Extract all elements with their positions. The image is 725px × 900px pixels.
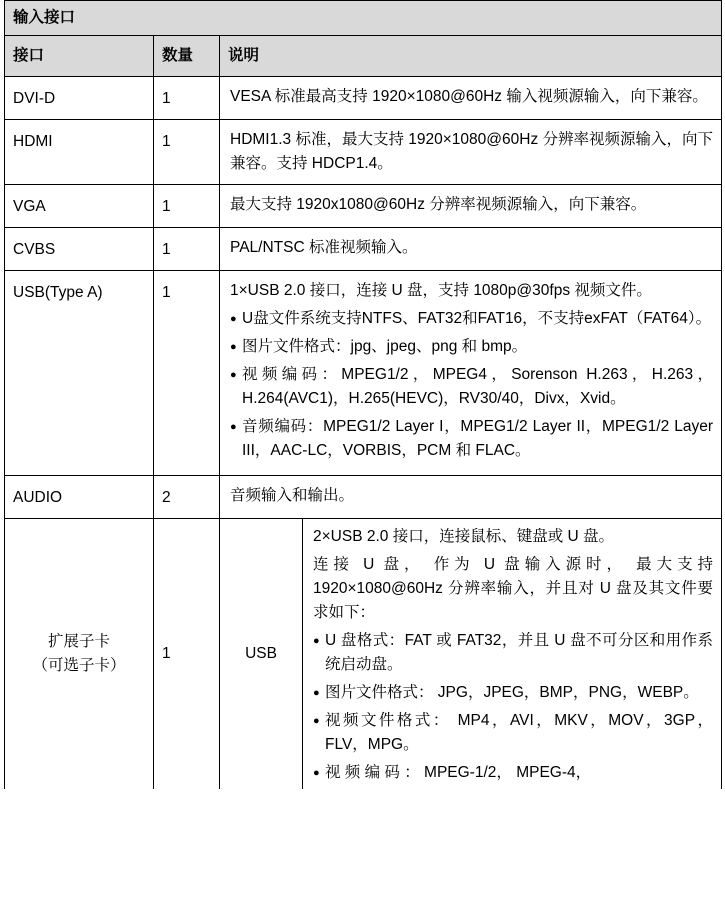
desc-text: VESA 标准最高支持 1920×1080@60Hz 输入视频源输入，向下兼容。 <box>230 88 708 105</box>
bullet-list <box>230 307 713 463</box>
bullet-item: ● 视 频 编 码 ： MPEG-1/2， MPEG-4， <box>313 761 713 785</box>
table-row <box>5 185 722 228</box>
table-title: 输入接口 <box>5 1 722 36</box>
qty-cell: 1 <box>154 185 220 228</box>
expansion-optional-note: （可选子卡） <box>32 657 126 674</box>
desc-text: 音频输入和输出。 <box>230 487 355 504</box>
port-cell: USB(Type A) <box>5 271 154 476</box>
desc-cell <box>220 476 722 519</box>
qty-cell: 1 <box>154 120 220 185</box>
desc-cell <box>220 77 722 120</box>
qty-cell: 1 <box>154 519 220 790</box>
table-row <box>5 77 722 120</box>
table-row <box>5 476 722 519</box>
bullet-list <box>313 629 713 785</box>
desc-cell <box>220 228 722 271</box>
table-header-row <box>5 36 722 77</box>
input-interface-table <box>4 0 722 789</box>
bullet-item: ● U 盘格式：FAT 或 FAT32，并且 U 盘不可分区和用作系统启动盘。 <box>313 629 713 677</box>
desc-cell <box>220 185 722 228</box>
sub-port-cell: USB <box>220 519 303 790</box>
desc-text: 1×USB 2.0 接口，连接 U 盘，支持 1080p@30fps 视频文件。 <box>230 282 652 299</box>
desc-text: PAL/NTSC 标准视频输入。 <box>230 239 418 256</box>
expansion-desc-cell <box>303 519 722 790</box>
port-cell: HDMI <box>5 120 154 185</box>
header-port: 接口 <box>5 36 154 77</box>
desc-text: HDMI1.3 标准，最大支持 1920×1080@60Hz 分辨率视频源输入，向下兼容。支持 HDCP1.4。 <box>230 131 714 172</box>
bullet-item: ● 图片文件格式： JPG，JPEG，BMP，PNG，WEBP。 <box>313 681 713 705</box>
desc-cell <box>220 120 722 185</box>
table-caption-row <box>5 1 722 36</box>
port-cell: DVI-D <box>5 77 154 120</box>
port-cell: AUDIO <box>5 476 154 519</box>
port-cell: CVBS <box>5 228 154 271</box>
header-qty: 数量 <box>154 36 220 77</box>
bullet-item: ● 视频编码：MPEG1/2，MPEG4，Sorenson H.263，H.263，H.264(AVC1)，H.265(HEVC)，RV30/40，Divx，Xvid。 <box>230 363 713 411</box>
bullet-item: ● U盘文件系统支持NTFS、FAT32和FAT16，不支持exFAT（FAT64）。 <box>230 307 713 331</box>
table-row <box>5 228 722 271</box>
table-row <box>5 120 722 185</box>
desc-text: 最大支持 1920x1080@60Hz 分辨率视频源输入，向下兼容。 <box>230 196 647 213</box>
qty-cell: 1 <box>154 77 220 120</box>
desc-text: 2×USB 2.0 接口，连接鼠标、键盘或 U 盘。 <box>313 528 615 545</box>
table-row-expansion <box>5 519 722 790</box>
qty-cell: 2 <box>154 476 220 519</box>
bullet-item: ● 音频编码：MPEG1/2 Layer I，MPEG1/2 Layer II，MPEG1/2 Layer III，AAC-LC，VORBIS，PCM 和 FLAC。 <box>230 415 713 463</box>
port-cell-expansion <box>5 519 154 790</box>
qty-cell: 1 <box>154 271 220 476</box>
bullet-item: ● 图片文件格式：jpg、jpeg、png 和 bmp。 <box>230 335 713 359</box>
input-interface-table-wrap <box>4 0 721 789</box>
table-row <box>5 271 722 476</box>
expansion-name: 扩展子卡 <box>47 633 110 650</box>
port-cell: VGA <box>5 185 154 228</box>
header-desc: 说明 <box>220 36 722 77</box>
desc-cell <box>220 271 722 476</box>
desc-text: 连接 U 盘， 作为 U 盘输入源时， 最大支持 1920×1080@60Hz 分辨率输入，并且对 U 盘及其文件要求如下： <box>313 556 714 621</box>
bullet-item: ● 视频文件格式： MP4，AVI，MKV，MOV，3GP，FLV，MPG。 <box>313 709 713 757</box>
qty-cell: 1 <box>154 228 220 271</box>
